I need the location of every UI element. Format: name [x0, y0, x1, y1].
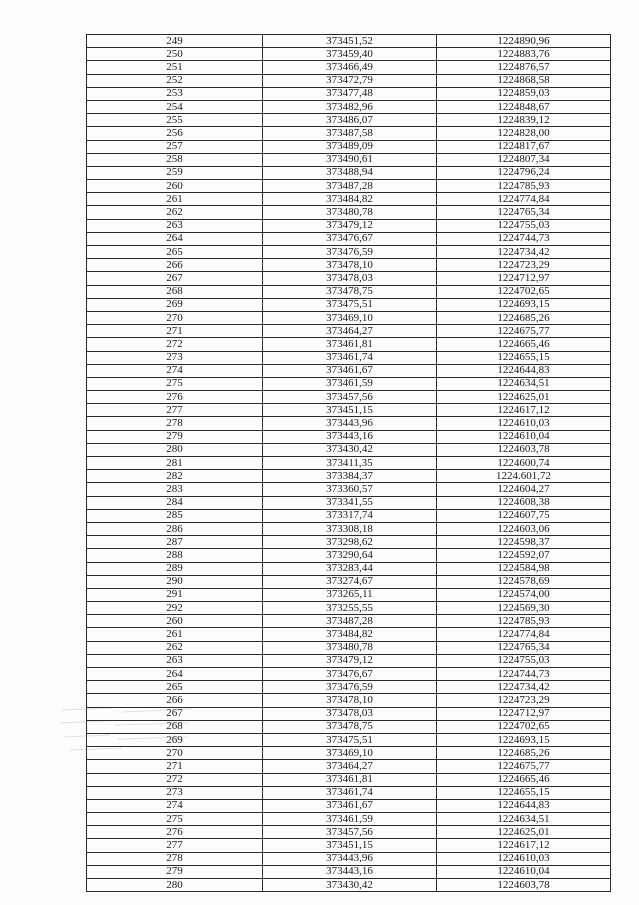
x-coordinate-cell: 373461,81: [263, 773, 437, 786]
point-number-cell: 278: [87, 417, 263, 430]
point-number-cell: 290: [87, 575, 263, 588]
table-row: [87, 786, 611, 799]
table-row: [87, 826, 611, 839]
table-row: [87, 668, 611, 681]
y-coordinate-cell: 1224839,12: [437, 114, 611, 127]
table-row: [87, 628, 611, 641]
y-coordinate-cell: 1224610,04: [437, 865, 611, 878]
table-row: [87, 813, 611, 826]
y-coordinate-cell: 1224574,00: [437, 588, 611, 601]
x-coordinate-cell: 373487,28: [263, 615, 437, 628]
table-row: [87, 311, 611, 324]
y-coordinate-cell: 1224644,83: [437, 364, 611, 377]
point-number-cell: 274: [87, 799, 263, 812]
y-coordinate-cell: 1224634,51: [437, 813, 611, 826]
y-coordinate-cell: 1224702,65: [437, 285, 611, 298]
y-coordinate-cell: 1224675,77: [437, 760, 611, 773]
point-number-cell: 266: [87, 259, 263, 272]
x-coordinate-cell: 373469,10: [263, 311, 437, 324]
y-coordinate-cell: 1224785,93: [437, 615, 611, 628]
x-coordinate-cell: 373265,11: [263, 588, 437, 601]
point-number-cell: 282: [87, 470, 263, 483]
point-number-cell: 288: [87, 549, 263, 562]
table-row: [87, 733, 611, 746]
table-row: [87, 799, 611, 812]
y-coordinate-cell: 1224702,65: [437, 720, 611, 733]
point-number-cell: 262: [87, 206, 263, 219]
x-coordinate-cell: 373461,81: [263, 338, 437, 351]
y-coordinate-cell: 1224665,46: [437, 773, 611, 786]
x-coordinate-cell: 373461,74: [263, 351, 437, 364]
table-row: [87, 100, 611, 113]
table-row: [87, 457, 611, 470]
y-coordinate-cell: 1224693,15: [437, 733, 611, 746]
x-coordinate-cell: 373477,48: [263, 87, 437, 100]
x-coordinate-cell: 373360,57: [263, 483, 437, 496]
y-coordinate-cell: 1224859,03: [437, 87, 611, 100]
point-number-cell: 280: [87, 443, 263, 456]
table-row: [87, 404, 611, 417]
y-coordinate-cell: 1224625,01: [437, 391, 611, 404]
y-coordinate-cell: 1224675,77: [437, 325, 611, 338]
table-row: [87, 760, 611, 773]
x-coordinate-cell: 373317,74: [263, 509, 437, 522]
x-coordinate-cell: 373480,78: [263, 641, 437, 654]
x-coordinate-cell: 373464,27: [263, 760, 437, 773]
y-coordinate-cell: 1224655,15: [437, 351, 611, 364]
table-row: [87, 206, 611, 219]
point-number-cell: 250: [87, 48, 263, 61]
y-coordinate-cell: 1224607,75: [437, 509, 611, 522]
x-coordinate-cell: 373466,49: [263, 61, 437, 74]
point-number-cell: 268: [87, 720, 263, 733]
x-coordinate-cell: 373476,67: [263, 668, 437, 681]
point-number-cell: 292: [87, 602, 263, 615]
point-number-cell: 255: [87, 114, 263, 127]
x-coordinate-cell: 373451,15: [263, 404, 437, 417]
y-coordinate-cell: 1224868,58: [437, 74, 611, 87]
x-coordinate-cell: 373478,75: [263, 720, 437, 733]
table-row: [87, 536, 611, 549]
x-coordinate-cell: 373486,07: [263, 114, 437, 127]
x-coordinate-cell: 373478,75: [263, 285, 437, 298]
table-row: [87, 272, 611, 285]
point-number-cell: 270: [87, 747, 263, 760]
point-number-cell: 277: [87, 404, 263, 417]
y-coordinate-cell: 1224578,69: [437, 575, 611, 588]
point-number-cell: 287: [87, 536, 263, 549]
table-row: [87, 285, 611, 298]
x-coordinate-cell: 373443,16: [263, 865, 437, 878]
x-coordinate-cell: 373459,40: [263, 48, 437, 61]
table-row: [87, 430, 611, 443]
table-row: [87, 61, 611, 74]
point-number-cell: 267: [87, 272, 263, 285]
y-coordinate-cell: 1224655,15: [437, 786, 611, 799]
x-coordinate-cell: 373482,96: [263, 100, 437, 113]
table-row: [87, 773, 611, 786]
table-row: [87, 641, 611, 654]
x-coordinate-cell: 373476,67: [263, 232, 437, 245]
y-coordinate-cell: 1224744,73: [437, 232, 611, 245]
y-coordinate-cell: 1224598,37: [437, 536, 611, 549]
table-row: [87, 839, 611, 852]
point-number-cell: 275: [87, 813, 263, 826]
x-coordinate-cell: 373480,78: [263, 206, 437, 219]
x-coordinate-cell: 373488,94: [263, 166, 437, 179]
point-number-cell: 291: [87, 588, 263, 601]
point-number-cell: 275: [87, 377, 263, 390]
table-row: [87, 470, 611, 483]
point-number-cell: 284: [87, 496, 263, 509]
coordinates-table: [86, 34, 611, 892]
y-coordinate-cell: 1224.601,72: [437, 470, 611, 483]
point-number-cell: 286: [87, 522, 263, 535]
point-number-cell: 249: [87, 35, 263, 48]
point-number-cell: 253: [87, 87, 263, 100]
table-row: [87, 246, 611, 259]
x-coordinate-cell: 373461,67: [263, 799, 437, 812]
y-coordinate-cell: 1224617,12: [437, 839, 611, 852]
y-coordinate-cell: 1224765,34: [437, 641, 611, 654]
table-row: [87, 707, 611, 720]
table-row: [87, 852, 611, 865]
y-coordinate-cell: 1224796,24: [437, 166, 611, 179]
point-number-cell: 256: [87, 127, 263, 140]
table-row: [87, 193, 611, 206]
x-coordinate-cell: 373472,79: [263, 74, 437, 87]
table-row: [87, 522, 611, 535]
table-row: [87, 74, 611, 87]
x-coordinate-cell: 373469,10: [263, 747, 437, 760]
point-number-cell: 280: [87, 879, 263, 892]
point-number-cell: 269: [87, 298, 263, 311]
x-coordinate-cell: 373478,03: [263, 272, 437, 285]
table-row: [87, 575, 611, 588]
y-coordinate-cell: 1224603,78: [437, 879, 611, 892]
point-number-cell: 261: [87, 628, 263, 641]
x-coordinate-cell: 373479,12: [263, 654, 437, 667]
y-coordinate-cell: 1224755,03: [437, 219, 611, 232]
point-number-cell: 251: [87, 61, 263, 74]
x-coordinate-cell: 373443,16: [263, 430, 437, 443]
point-number-cell: 261: [87, 193, 263, 206]
table-row: [87, 681, 611, 694]
table-row: [87, 325, 611, 338]
table-row: [87, 298, 611, 311]
table-row: [87, 259, 611, 272]
point-number-cell: 263: [87, 654, 263, 667]
x-coordinate-cell: 373451,52: [263, 35, 437, 48]
x-coordinate-cell: 373283,44: [263, 562, 437, 575]
point-number-cell: 266: [87, 694, 263, 707]
table-row: [87, 602, 611, 615]
point-number-cell: 283: [87, 483, 263, 496]
y-coordinate-cell: 1224744,73: [437, 668, 611, 681]
y-coordinate-cell: 1224685,26: [437, 747, 611, 760]
y-coordinate-cell: 1224685,26: [437, 311, 611, 324]
point-number-cell: 257: [87, 140, 263, 153]
y-coordinate-cell: 1224734,42: [437, 681, 611, 694]
x-coordinate-cell: 373487,28: [263, 180, 437, 193]
y-coordinate-cell: 1224807,34: [437, 153, 611, 166]
coordinates-table-body: [87, 35, 611, 892]
table-row: [87, 615, 611, 628]
table-row: [87, 35, 611, 48]
table-row: [87, 232, 611, 245]
point-number-cell: 276: [87, 391, 263, 404]
x-coordinate-cell: 373274,67: [263, 575, 437, 588]
y-coordinate-cell: 1224592,07: [437, 549, 611, 562]
x-coordinate-cell: 373475,51: [263, 298, 437, 311]
point-number-cell: 252: [87, 74, 263, 87]
point-number-cell: 262: [87, 641, 263, 654]
point-number-cell: 260: [87, 180, 263, 193]
y-coordinate-cell: 1224765,34: [437, 206, 611, 219]
x-coordinate-cell: 373464,27: [263, 325, 437, 338]
x-coordinate-cell: 373461,59: [263, 377, 437, 390]
x-coordinate-cell: 373490,61: [263, 153, 437, 166]
y-coordinate-cell: 1224774,84: [437, 193, 611, 206]
point-number-cell: 265: [87, 246, 263, 259]
x-coordinate-cell: 373443,96: [263, 852, 437, 865]
y-coordinate-cell: 1224828,00: [437, 127, 611, 140]
x-coordinate-cell: 373484,82: [263, 628, 437, 641]
x-coordinate-cell: 373478,03: [263, 707, 437, 720]
y-coordinate-cell: 1224665,46: [437, 338, 611, 351]
table-row: [87, 114, 611, 127]
point-number-cell: 268: [87, 285, 263, 298]
table-row: [87, 153, 611, 166]
x-coordinate-cell: 373451,15: [263, 839, 437, 852]
table-row: [87, 127, 611, 140]
x-coordinate-cell: 373461,74: [263, 786, 437, 799]
table-row: [87, 338, 611, 351]
x-coordinate-cell: 373384,37: [263, 470, 437, 483]
x-coordinate-cell: 373476,59: [263, 246, 437, 259]
table-row: [87, 443, 611, 456]
point-number-cell: 273: [87, 786, 263, 799]
point-number-cell: 267: [87, 707, 263, 720]
point-number-cell: 279: [87, 430, 263, 443]
y-coordinate-cell: 1224723,29: [437, 694, 611, 707]
x-coordinate-cell: 373341,55: [263, 496, 437, 509]
table-row: [87, 694, 611, 707]
y-coordinate-cell: 1224785,93: [437, 180, 611, 193]
x-coordinate-cell: 373430,42: [263, 443, 437, 456]
x-coordinate-cell: 373255,55: [263, 602, 437, 615]
x-coordinate-cell: 373290,64: [263, 549, 437, 562]
point-number-cell: 259: [87, 166, 263, 179]
point-number-cell: 264: [87, 232, 263, 245]
point-number-cell: 285: [87, 509, 263, 522]
y-coordinate-cell: 1224608,38: [437, 496, 611, 509]
y-coordinate-cell: 1224755,03: [437, 654, 611, 667]
point-number-cell: 274: [87, 364, 263, 377]
point-number-cell: 272: [87, 338, 263, 351]
y-coordinate-cell: 1224617,12: [437, 404, 611, 417]
y-coordinate-cell: 1224610,03: [437, 852, 611, 865]
x-coordinate-cell: 373487,58: [263, 127, 437, 140]
x-coordinate-cell: 373476,59: [263, 681, 437, 694]
x-coordinate-cell: 373475,51: [263, 733, 437, 746]
y-coordinate-cell: 1224876,57: [437, 61, 611, 74]
table-row: [87, 166, 611, 179]
y-coordinate-cell: 1224644,83: [437, 799, 611, 812]
point-number-cell: 281: [87, 457, 263, 470]
point-number-cell: 272: [87, 773, 263, 786]
x-coordinate-cell: 373411,35: [263, 457, 437, 470]
y-coordinate-cell: 1224817,67: [437, 140, 611, 153]
point-number-cell: 276: [87, 826, 263, 839]
x-coordinate-cell: 373484,82: [263, 193, 437, 206]
x-coordinate-cell: 373461,59: [263, 813, 437, 826]
y-coordinate-cell: 1224848,67: [437, 100, 611, 113]
y-coordinate-cell: 1224603,06: [437, 522, 611, 535]
x-coordinate-cell: 373478,10: [263, 259, 437, 272]
x-coordinate-cell: 373443,96: [263, 417, 437, 430]
x-coordinate-cell: 373479,12: [263, 219, 437, 232]
y-coordinate-cell: 1224712,97: [437, 272, 611, 285]
x-coordinate-cell: 373308,18: [263, 522, 437, 535]
point-number-cell: 269: [87, 733, 263, 746]
table-row: [87, 496, 611, 509]
point-number-cell: 273: [87, 351, 263, 364]
x-coordinate-cell: 373457,56: [263, 391, 437, 404]
table-row: [87, 747, 611, 760]
point-number-cell: 279: [87, 865, 263, 878]
point-number-cell: 278: [87, 852, 263, 865]
point-number-cell: 271: [87, 760, 263, 773]
table-row: [87, 588, 611, 601]
table-row: [87, 879, 611, 892]
point-number-cell: 258: [87, 153, 263, 166]
y-coordinate-cell: 1224693,15: [437, 298, 611, 311]
point-number-cell: 271: [87, 325, 263, 338]
table-row: [87, 391, 611, 404]
table-row: [87, 48, 611, 61]
table-row: [87, 140, 611, 153]
point-number-cell: 254: [87, 100, 263, 113]
y-coordinate-cell: 1224723,29: [437, 259, 611, 272]
table-row: [87, 509, 611, 522]
y-coordinate-cell: 1224604,27: [437, 483, 611, 496]
point-number-cell: 264: [87, 668, 263, 681]
table-row: [87, 865, 611, 878]
y-coordinate-cell: 1224600,74: [437, 457, 611, 470]
x-coordinate-cell: 373478,10: [263, 694, 437, 707]
y-coordinate-cell: 1224774,84: [437, 628, 611, 641]
x-coordinate-cell: 373461,67: [263, 364, 437, 377]
y-coordinate-cell: 1224610,03: [437, 417, 611, 430]
table-row: [87, 562, 611, 575]
point-number-cell: 289: [87, 562, 263, 575]
y-coordinate-cell: 1224584,98: [437, 562, 611, 575]
point-number-cell: 277: [87, 839, 263, 852]
table-row: [87, 364, 611, 377]
y-coordinate-cell: 1224883,76: [437, 48, 611, 61]
x-coordinate-cell: 373489,09: [263, 140, 437, 153]
table-row: [87, 351, 611, 364]
y-coordinate-cell: 1224610,04: [437, 430, 611, 443]
table-row: [87, 549, 611, 562]
table-row: [87, 417, 611, 430]
y-coordinate-cell: 1224634,51: [437, 377, 611, 390]
y-coordinate-cell: 1224569,30: [437, 602, 611, 615]
x-coordinate-cell: 373457,56: [263, 826, 437, 839]
point-number-cell: 263: [87, 219, 263, 232]
table-row: [87, 87, 611, 100]
y-coordinate-cell: 1224712,97: [437, 707, 611, 720]
y-coordinate-cell: 1224603,78: [437, 443, 611, 456]
table-row: [87, 180, 611, 193]
table-row: [87, 377, 611, 390]
table-row: [87, 654, 611, 667]
table-row: [87, 720, 611, 733]
y-coordinate-cell: 1224734,42: [437, 246, 611, 259]
table-row: [87, 483, 611, 496]
point-number-cell: 270: [87, 311, 263, 324]
x-coordinate-cell: 373298,62: [263, 536, 437, 549]
point-number-cell: 265: [87, 681, 263, 694]
x-coordinate-cell: 373430,42: [263, 879, 437, 892]
y-coordinate-cell: 1224625,01: [437, 826, 611, 839]
point-number-cell: 260: [87, 615, 263, 628]
y-coordinate-cell: 1224890,96: [437, 35, 611, 48]
table-row: [87, 219, 611, 232]
